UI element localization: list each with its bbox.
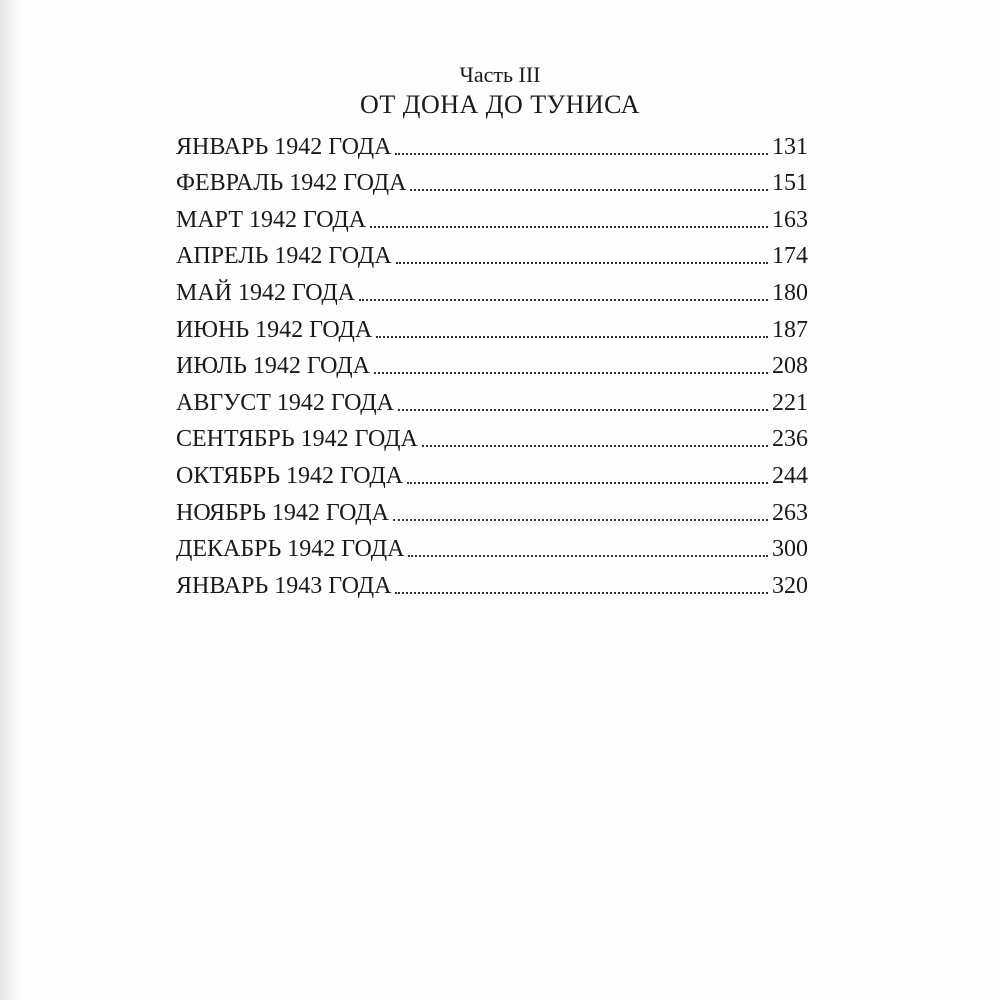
- toc-leader-dots: [398, 408, 768, 411]
- toc-entry-page: 180: [772, 279, 808, 306]
- toc-entry[interactable]: [176, 125, 808, 162]
- toc-leader-dots: [396, 261, 768, 264]
- toc-entry-title: НОЯБРЬ 1942 ГОДА: [176, 499, 389, 526]
- toc-entry[interactable]: [176, 491, 808, 528]
- toc-entry-page: 300: [772, 536, 808, 563]
- toc-entry-title: ФЕВРАЛЬ 1942 ГОДА: [176, 170, 407, 197]
- toc-leader-dots: [376, 335, 768, 338]
- toc-entry-page: 263: [772, 499, 808, 526]
- toc-entry-title: ИЮЛЬ 1942 ГОДА: [176, 353, 370, 380]
- toc-entry[interactable]: [176, 162, 808, 199]
- toc-entry-page: 244: [772, 462, 808, 489]
- toc-entry-title: ОКТЯБРЬ 1942 ГОДА: [176, 462, 404, 489]
- toc-leader-dots: [370, 225, 768, 228]
- toc-leader-dots: [393, 518, 768, 521]
- toc-entry-page: 131: [772, 133, 808, 160]
- toc-entry-page: 221: [772, 389, 808, 416]
- toc-leader-dots: [359, 298, 768, 301]
- toc-entry[interactable]: [176, 381, 808, 418]
- toc-leader-dots: [410, 188, 768, 191]
- toc-entry-title: ДЕКАБРЬ 1942 ГОДА: [176, 536, 405, 563]
- page-edge-shadow: [0, 0, 22, 1000]
- toc-entry[interactable]: [176, 271, 808, 308]
- toc-leader-dots: [407, 481, 768, 484]
- toc-entry-page: 163: [772, 206, 808, 233]
- toc-entry[interactable]: [176, 418, 808, 455]
- toc-leader-dots: [408, 554, 768, 557]
- toc-leader-dots: [395, 591, 768, 594]
- toc-entry[interactable]: [176, 235, 808, 272]
- part-label: Часть III: [459, 62, 541, 87]
- toc-entry[interactable]: [176, 454, 808, 491]
- toc-leader-dots: [374, 371, 768, 374]
- toc-entry-page: 187: [772, 316, 808, 343]
- toc-entry-page: 236: [772, 426, 808, 453]
- toc-entry-title: ЯНВАРЬ 1942 ГОДА: [176, 133, 392, 160]
- toc-leader-dots: [422, 444, 768, 447]
- toc-entry-title: ИЮНЬ 1942 ГОДА: [176, 316, 373, 343]
- toc-entry-page: 320: [772, 572, 808, 599]
- toc-entry-title: МАЙ 1942 ГОДА: [176, 279, 356, 306]
- toc-entry[interactable]: [176, 198, 808, 235]
- toc-entry[interactable]: [176, 345, 808, 382]
- toc-entry-title: ЯНВАРЬ 1943 ГОДА: [176, 572, 392, 599]
- toc-entry-page: 208: [772, 353, 808, 380]
- toc-entry-title: АВГУСТ 1942 ГОДА: [176, 389, 394, 416]
- toc-entry-page: 151: [772, 170, 808, 197]
- toc-entry[interactable]: [176, 528, 808, 565]
- toc-entry-title: АПРЕЛЬ 1942 ГОДА: [176, 243, 392, 270]
- table-of-contents: [176, 125, 808, 601]
- toc-entry-title: СЕНТЯБРЬ 1942 ГОДА: [176, 426, 418, 453]
- toc-leader-dots: [395, 152, 768, 155]
- toc-entry-page: 174: [772, 243, 808, 270]
- part-title: ОТ ДОНА ДО ТУНИСА: [360, 90, 640, 119]
- toc-entry-title: МАРТ 1942 ГОДА: [176, 206, 367, 233]
- toc-entry[interactable]: [176, 564, 808, 601]
- toc-entry[interactable]: [176, 308, 808, 345]
